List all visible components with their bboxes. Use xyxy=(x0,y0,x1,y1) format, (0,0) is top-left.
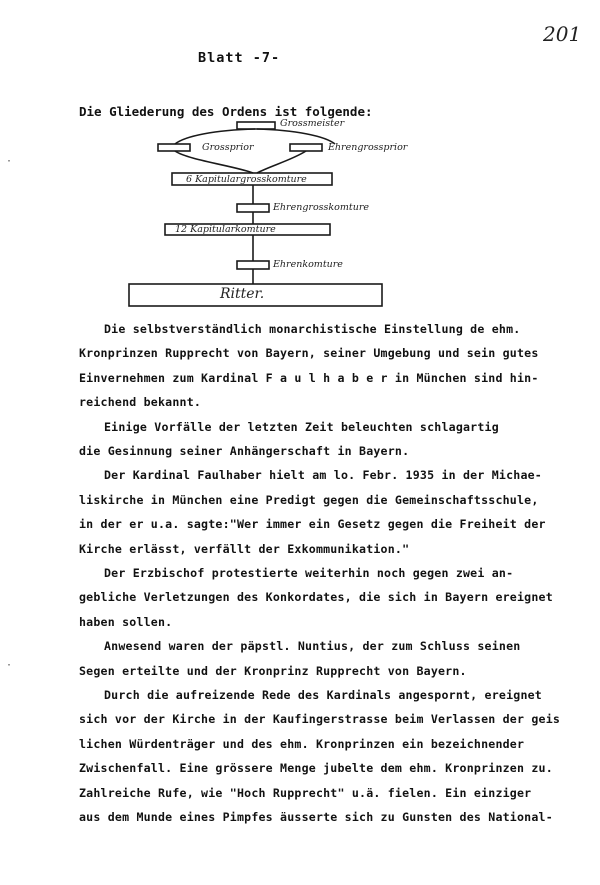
text-line: gebliche Verletzungen des Konkordates, die sich in Bayern ereignet xyxy=(79,590,553,605)
label-ehrengrosskomture: Ehrengrosskomture xyxy=(273,202,370,213)
text-line: haben sollen. xyxy=(79,614,173,629)
label-ehrenkomture: Ehrenkomture xyxy=(273,259,343,270)
text-line: Der Erzbischof protestierte weiterhin noch gegen zwei an- xyxy=(104,566,514,580)
label-ritter: Ritter. xyxy=(220,286,265,302)
text-line: Die selbstverständlich monarchistische Einstellung de ehm. xyxy=(104,322,521,336)
order-hierarchy-chart xyxy=(120,116,440,316)
text-line: Einige Vorfälle der letzten Zeit beleuchten schlagartig xyxy=(104,419,499,434)
text-line: die Gesinnung seiner Anhängerschaft in Bayern. xyxy=(79,444,410,458)
box-ehrenkomture xyxy=(237,261,269,269)
text-line: Kirche erlässt, verfällt der Exkommunikation." xyxy=(79,541,410,556)
label-grossprior: Grossprior xyxy=(202,142,254,153)
text-line: lichen Würdenträger und des ehm. Kronprinzen ein bezeichnender xyxy=(79,736,525,751)
text-line: Segen erteilte und der Kronprinz Rupprecht von Bayern. xyxy=(79,663,467,678)
label-kapitular: 6 Kapitulargrosskomture xyxy=(186,174,307,185)
margin-mark: · xyxy=(6,156,13,167)
box-grossmeister xyxy=(237,122,275,129)
branch-right xyxy=(257,129,335,144)
label-kapitularkomture: 12 Kapitularkomture xyxy=(175,224,276,235)
label-ehrengrossprior: Ehrengrossprior xyxy=(328,142,408,153)
text-line: sich vor der Kirche in der Kaufingerstrasse beim Verlassen der geis xyxy=(79,712,561,727)
text-line: Zwischenfall. Eine grössere Menge jubelte dem ehm. Kronprinzen zu. xyxy=(79,761,553,776)
text-line: Zahlreiche Rufe, wie "Hoch Rupprecht" u.ä. fielen. Ein einziger xyxy=(79,785,532,800)
margin-mark: · xyxy=(6,660,13,671)
text-line: reichend bekannt. xyxy=(79,395,202,410)
text-line: in der er u.a. sagte:"Wer immer ein Gesetz gegen die Freiheit der xyxy=(79,517,546,532)
text-line: Anwesend waren der päpstl. Nuntius, der zum Schluss seinen xyxy=(104,639,521,654)
box-ehrengrossprior xyxy=(290,144,322,151)
join-left xyxy=(175,151,253,173)
folio-number: 201 xyxy=(543,22,582,46)
label-grossmeister: Grossmeister xyxy=(280,118,345,129)
text-line: Der Kardinal Faulhaber hielt am lo. Febr. 1935 in der Michae- xyxy=(104,468,542,483)
text-line: liskirche in München eine Predigt gegen die Gemeinschaftsschule, xyxy=(79,492,539,507)
text-line: aus dem Munde eines Pimpfes äusserte sich zu Gunsten des National- xyxy=(79,810,553,824)
page-heading: Blatt -7- xyxy=(198,50,281,66)
box-ehrengrosskomture xyxy=(237,204,269,212)
text-line: Kronprinzen Rupprecht von Bayern, seiner Umgebung und sein gutes xyxy=(79,346,539,361)
box-grossprior xyxy=(158,144,190,151)
text-line: Einvernehmen zum Kardinal F a u l h a b e r in München sind hin- xyxy=(79,370,539,385)
join-right xyxy=(257,151,306,173)
intro-line: Die Gliederung des Ordens ist folgende: xyxy=(79,104,373,119)
text-line: Durch die aufreizende Rede des Kardinals angespornt, ereignet xyxy=(104,688,542,702)
